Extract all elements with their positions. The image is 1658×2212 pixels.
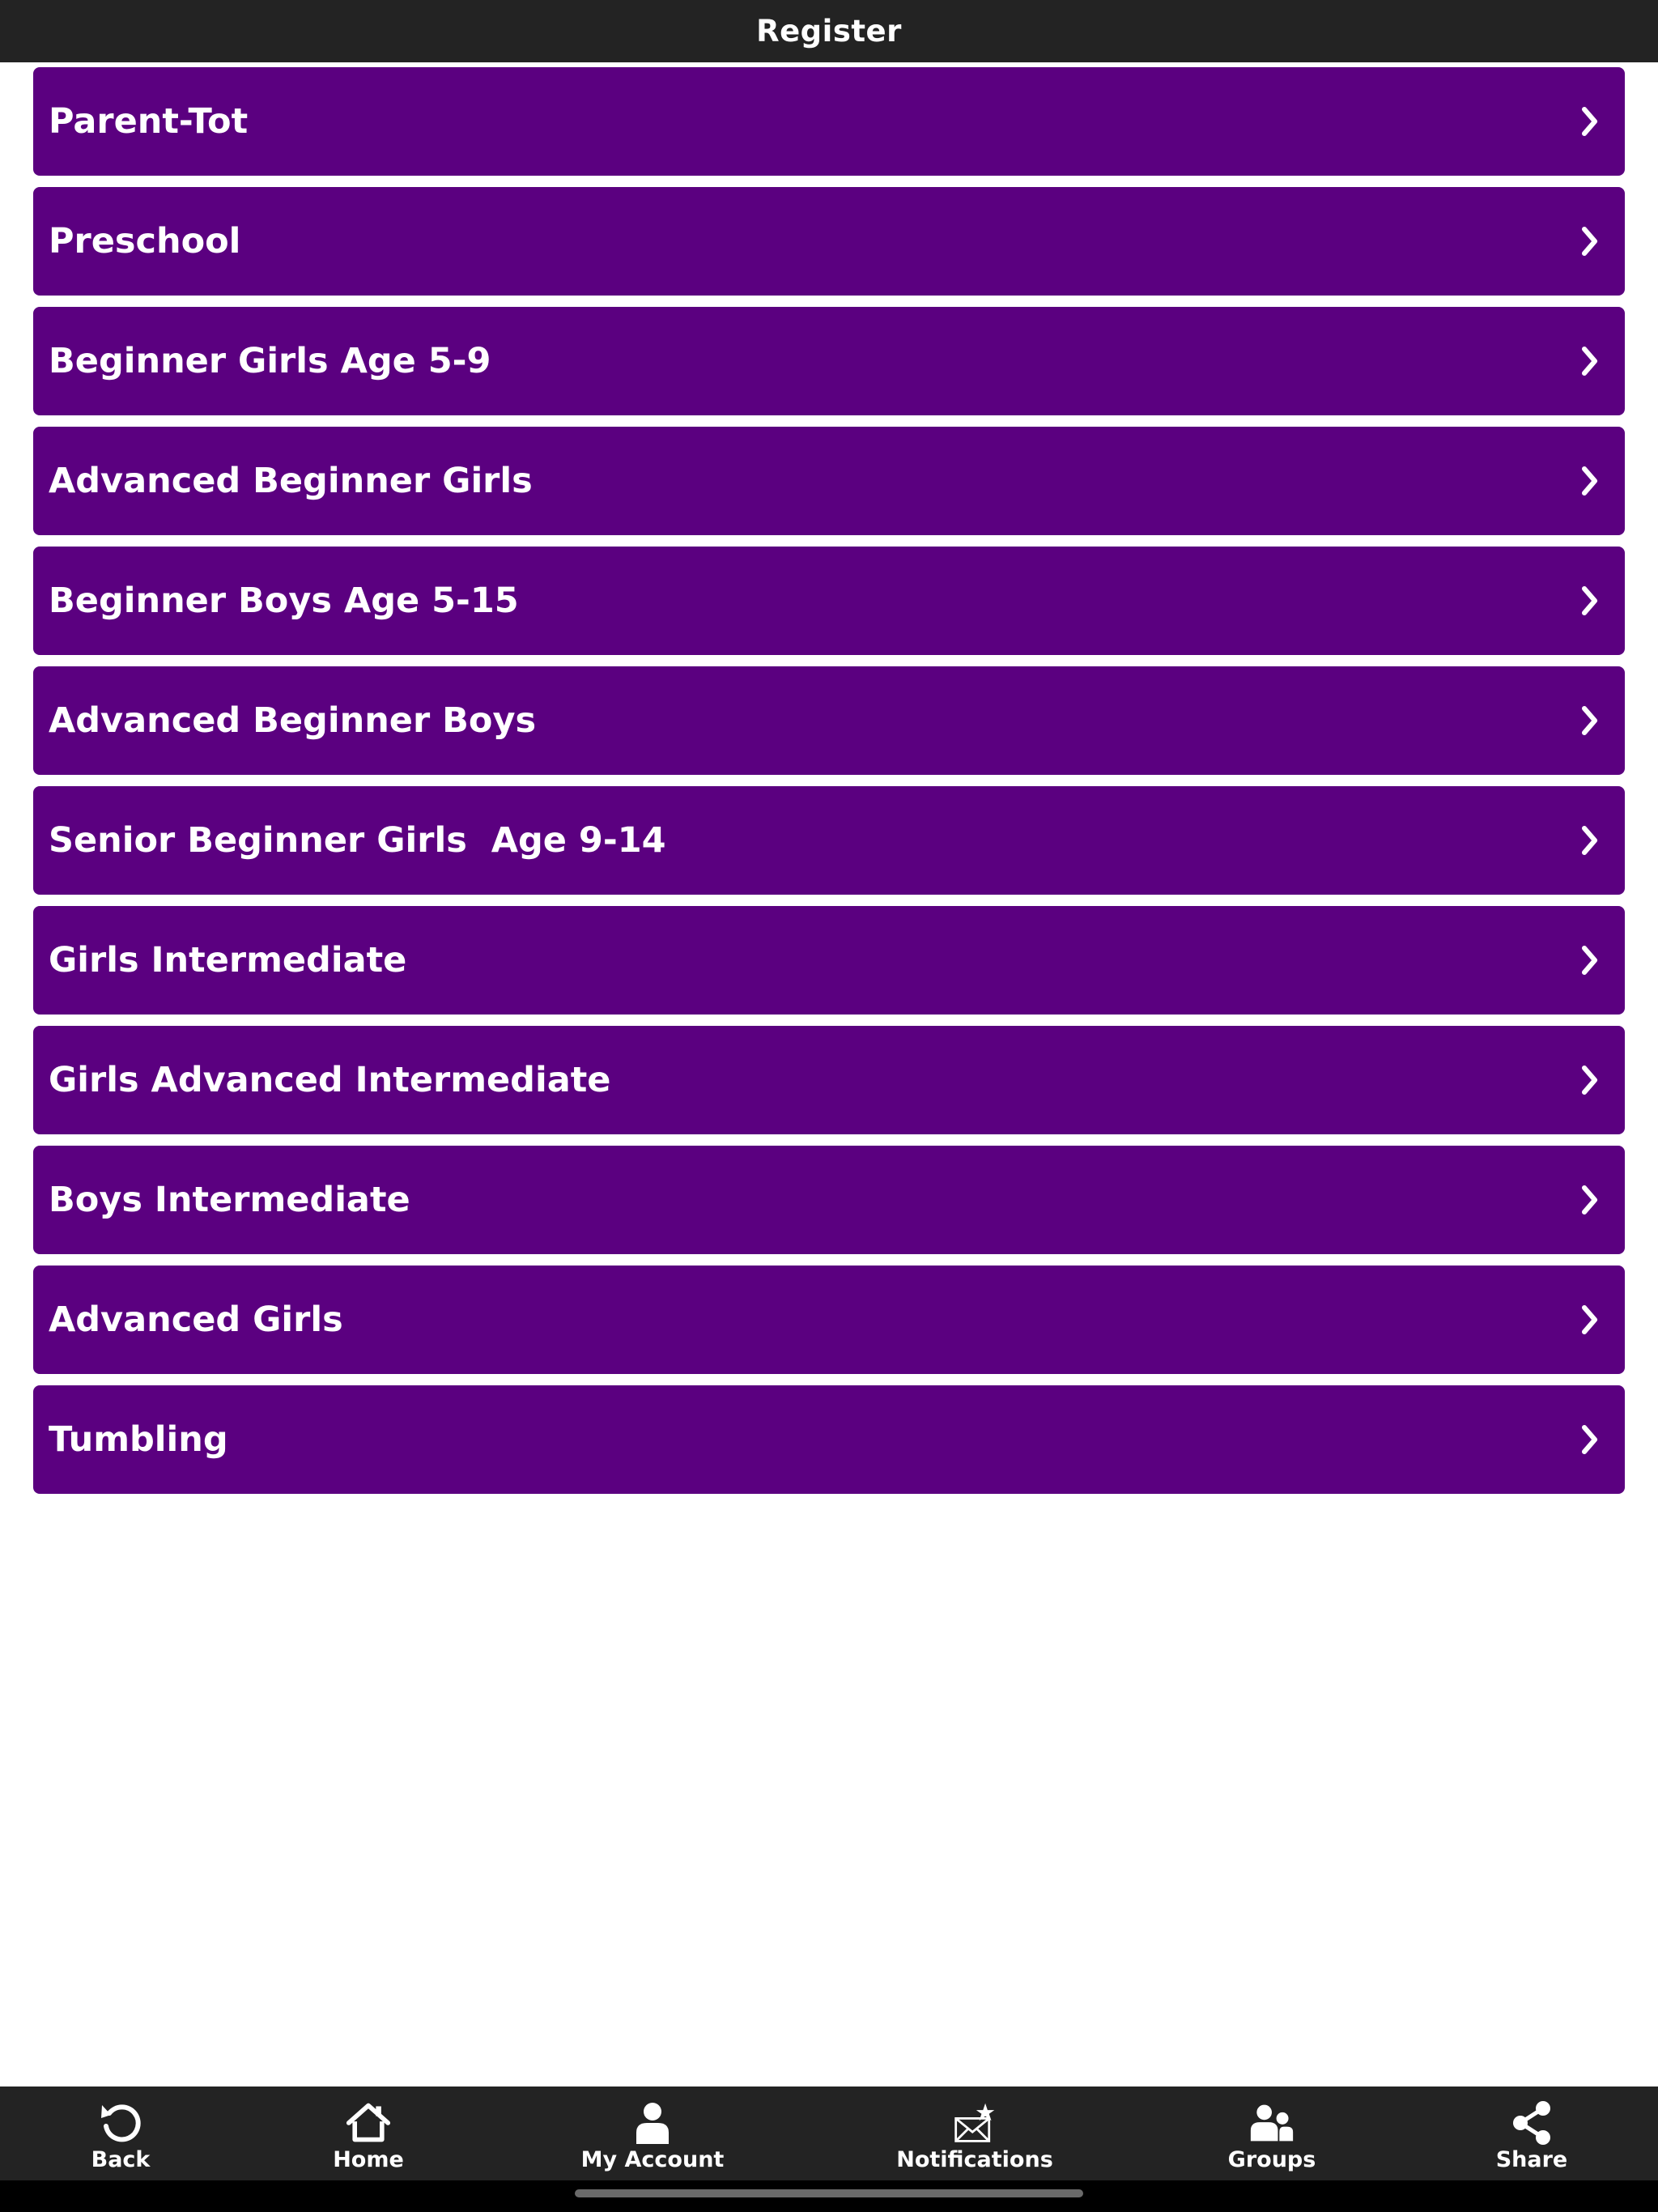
chevron-right-icon (1578, 225, 1602, 257)
chevron-right-icon (1578, 944, 1602, 976)
chevron-right-icon (1578, 1423, 1602, 1456)
account-icon (630, 2100, 675, 2146)
category-label: Beginner Boys Age 5-15 (49, 581, 519, 621)
category-label: Boys Intermediate (49, 1180, 410, 1220)
category-label: Advanced Girls (49, 1300, 343, 1340)
chevron-right-icon (1578, 1304, 1602, 1336)
nav-label: Notifications (896, 2147, 1053, 2172)
home-icon (346, 2100, 391, 2146)
category-item-advanced-girls[interactable] (33, 1266, 1625, 1374)
nav-label: Back (91, 2147, 151, 2172)
nav-label: Share (1495, 2147, 1568, 2172)
category-label: Parent-Tot (49, 101, 249, 142)
share-icon (1509, 2100, 1554, 2146)
category-label: Advanced Beginner Girls (49, 461, 533, 501)
chevron-right-icon (1578, 465, 1602, 497)
chevron-right-icon (1578, 345, 1602, 377)
category-item-boys-intermediate[interactable] (33, 1146, 1625, 1254)
category-item-senior-beginner-girls[interactable] (33, 786, 1625, 895)
category-label: Advanced Beginner Boys (49, 700, 537, 741)
chevron-right-icon (1578, 1184, 1602, 1216)
back-icon (98, 2100, 143, 2146)
category-label: Girls Intermediate (49, 940, 407, 981)
chevron-right-icon (1578, 704, 1602, 737)
top-bar (0, 0, 1658, 62)
category-label: Senior Beginner Girls Age 9-14 (49, 820, 666, 861)
nav-label: My Account (580, 2147, 725, 2172)
category-item-advanced-beginner-boys[interactable] (33, 666, 1625, 775)
category-label: Tumbling (49, 1419, 228, 1460)
category-item-beginner-girls[interactable] (33, 307, 1625, 415)
category-item-girls-intermediate[interactable] (33, 906, 1625, 1015)
nav-label: Groups (1227, 2147, 1316, 2172)
bottom-nav-bar (0, 2087, 1658, 2180)
nav-share-button[interactable] (1483, 2087, 1580, 2180)
nav-home-button[interactable] (320, 2087, 417, 2180)
chevron-right-icon (1578, 824, 1602, 857)
chevron-right-icon (1578, 585, 1602, 617)
nav-notifications-button[interactable] (891, 2087, 1059, 2180)
category-label: Preschool (49, 221, 241, 262)
page-title: Register (756, 14, 902, 49)
category-item-parent-tot[interactable] (33, 67, 1625, 176)
nav-back-button[interactable] (72, 2087, 169, 2180)
category-label: Beginner Girls Age 5-9 (49, 341, 491, 381)
chevron-right-icon (1578, 105, 1602, 138)
groups-icon (1249, 2100, 1295, 2146)
chevron-right-icon (1578, 1064, 1602, 1096)
category-item-girls-advanced-intermediate[interactable] (33, 1026, 1625, 1134)
home-indicator[interactable] (575, 2189, 1083, 2197)
nav-groups-button[interactable] (1223, 2087, 1320, 2180)
category-item-preschool[interactable] (33, 187, 1625, 296)
category-item-beginner-boys[interactable] (33, 547, 1625, 655)
category-list (33, 67, 1625, 1505)
notifications-icon (952, 2100, 997, 2146)
category-item-tumbling[interactable] (33, 1385, 1625, 1494)
category-label: Girls Advanced Intermediate (49, 1060, 611, 1100)
nav-label: Home (333, 2147, 404, 2172)
nav-my-account-button[interactable] (572, 2087, 733, 2180)
category-item-advanced-beginner-girls[interactable] (33, 427, 1625, 535)
